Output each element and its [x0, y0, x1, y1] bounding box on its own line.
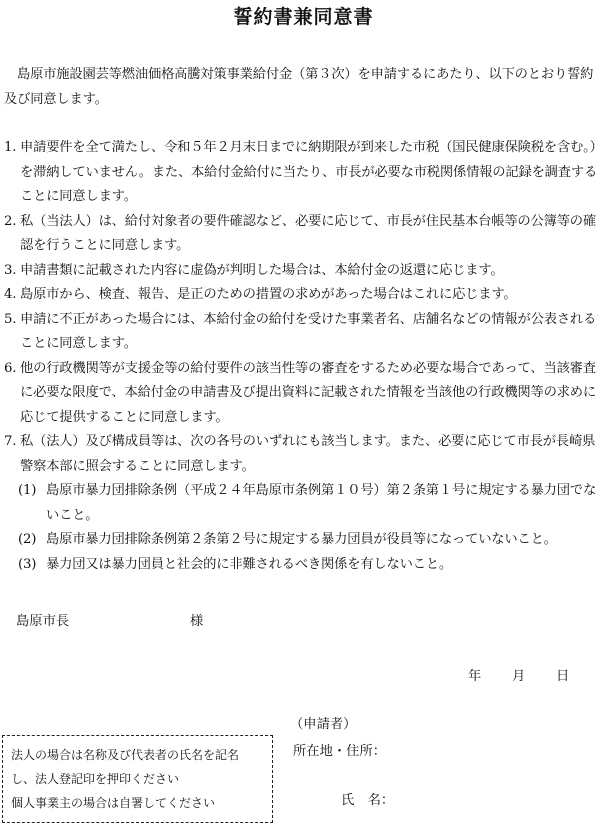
pledge-list [4, 136, 607, 577]
pledge-item [4, 308, 607, 357]
pledge-subitem-number: (3) [18, 556, 37, 572]
pledge-item [4, 430, 607, 479]
name-field-label: 氏 名： [341, 793, 395, 808]
pledge-item-text: 島原市から、検査、報告、是正のための措置の求めがあった場合はこれに応じます。 [20, 287, 517, 302]
pledge-item-number: 1. [4, 140, 17, 155]
pledge-subitem-text: 暴力団又は暴力団員と社会的に非難されるべき関係を有しないこと。 [46, 556, 453, 572]
pledge-item-text: 申請に不正があった場合には、本給付金の給付を受けた事業者名、店舗名などの情報が公表されることに同意します。 [20, 311, 597, 351]
pledge-item-number: 6. [4, 360, 17, 376]
pledge-item [4, 136, 607, 210]
date-month-label: 月 [512, 669, 526, 684]
pledge-item [4, 283, 607, 308]
signature-note-box [2, 735, 273, 823]
pledge-subitem-text: 島原市暴力団排除条例（平成２４年島原市条例第１０号）第２条第１号に規定する暴力団でないこと。 [46, 483, 597, 523]
pledge-item [4, 210, 607, 259]
pledge-item [4, 357, 607, 431]
pledge-item-text: 他の行政機関等が支援金等の給付要件の該当性等の審査をするため必要な場合であって、当該審査に必要な限度で、本給付金の申請書及び提出資料に記載された情報を当該他の行政機関等の求めに応じて提供することに同意します。 [20, 360, 596, 425]
pledge-item-text: 申請書類に記載された内容に虚偽が判明した場合は、本給付金の返還に応じます。 [20, 262, 504, 278]
addressee: 島原市長 [16, 614, 70, 629]
date-day-label: 日 [556, 669, 570, 684]
date-year-label: 年 [468, 669, 482, 684]
pledge-item-number: 5. [4, 311, 17, 327]
pledge-item-number: 3. [4, 262, 17, 278]
pledge-subitem [4, 479, 607, 528]
pledge-subitem-number: (1) [18, 483, 37, 498]
addressee-honorific: 様 [190, 614, 204, 629]
address-field-label: 所在地・住所： [293, 744, 387, 759]
pledge-subitem [4, 528, 607, 553]
pledge-subitem [4, 553, 607, 578]
pledge-item-text: 申請要件を全て満たし、令和５年２月末日までに納期限が到来した市税（国民健康保険税を含む。）を滞納していません。また、本給付金給付に当たり、市長が必要な市税関係情報の記録を調査することに同意します。 [20, 140, 603, 204]
note-line: し、法人登記印を押印ください [11, 772, 180, 786]
document-title: 誓約書兼同意書 [233, 6, 374, 28]
note-line: 法人の場合は名称及び代表者の氏名を記名 [11, 748, 240, 762]
pledge-item-number: 2. [4, 213, 17, 229]
note-line: 個人事業主の場合は自署してください [11, 796, 216, 810]
intro-paragraph: 島原市施設園芸等燃油価格高騰対策事業給付金（第３次）を申請するにあたり、以下のとおり誓約及び同意します。 [4, 67, 594, 107]
pledge-item-number: 7. [4, 434, 17, 449]
pledge-item [4, 259, 607, 284]
pledge-item-text: 私（法人）及び構成員等は、次の各号のいずれにも該当します。また、必要に応じて市長が長崎県警察本部に照会することに同意します。 [20, 434, 596, 474]
pledge-item-number: 4. [4, 287, 17, 302]
pledge-subitem-number: (2) [18, 532, 37, 547]
applicant-label: （申請者） [290, 717, 357, 732]
pledge-subitem-text: 島原市暴力団排除条例第２条第２号に規定する暴力団員が役員等になっていないこと。 [46, 532, 557, 547]
pledge-item-text: 私（当法人）は、給付対象者の要件確認など、必要に応じて、市長が住民基本台帳等の公簿等の確認を行うことに同意します。 [20, 213, 596, 253]
